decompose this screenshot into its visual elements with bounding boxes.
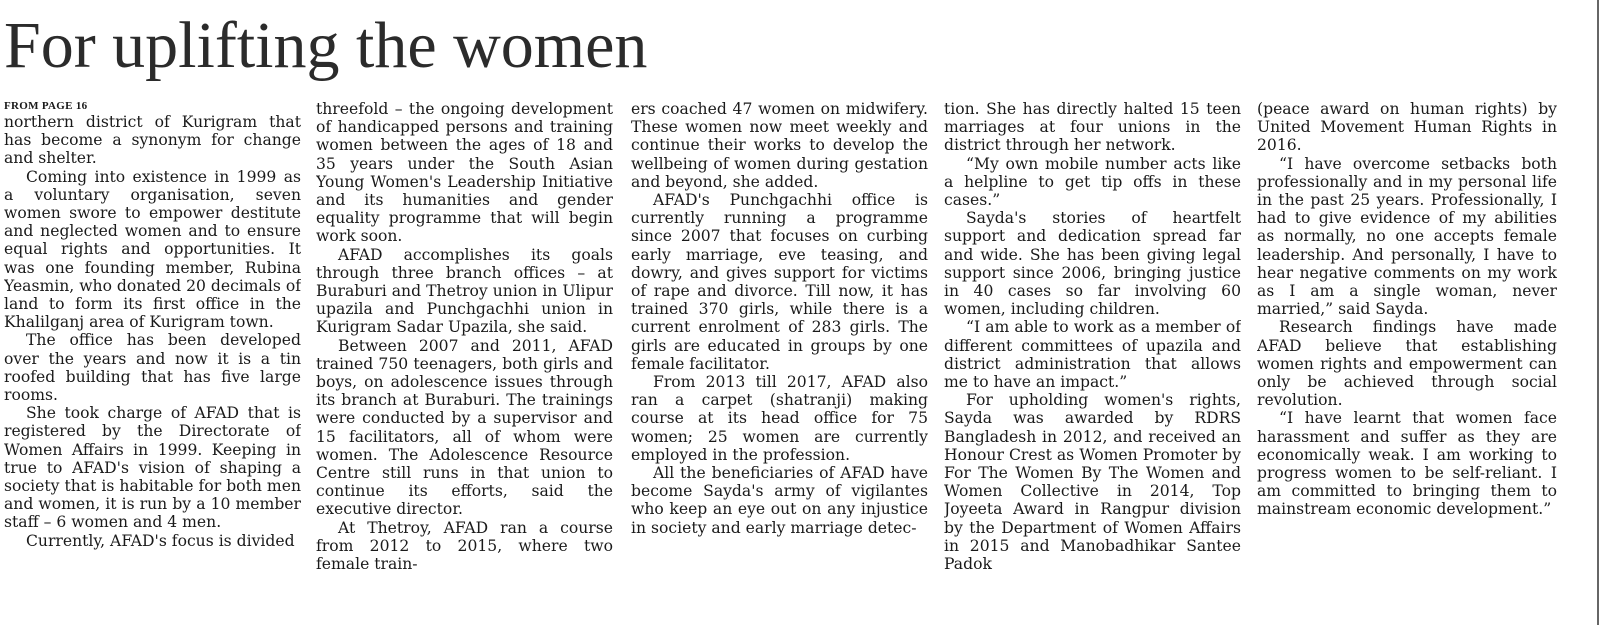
column-3 <box>631 100 928 620</box>
paragraph: Sayda's stories of heartfelt support and dedication spread far and wide. She has been giving legal support since 2006, bringing justice in 40 cases so far involving 60 women, including children. <box>944 209 1241 319</box>
column-4 <box>944 100 1241 620</box>
quote-paragraph: “I have learnt that women face harassment and suffer as they are economically weak. I am working to progress women to be self-reliant. I am committed to bringing them to mainstream economic development.” <box>1257 409 1557 519</box>
paragraph: AFAD accomplishes its goals through three branch offices – at Buraburi and Thetroy union in Ulipur upazila and Punchgachhi union in Kurigram Sadar Upazila, she said. <box>316 245 613 337</box>
quote-paragraph: “I have overcome setbacks both professionally and in my personal life in the past 25 years. Professionally, I had to give evidence of my abilities as normally, no one accepts female leadership. And personally, I have to hear negative comments on my work as I am a single woman, never married,” said Sayda. <box>1257 154 1557 319</box>
paragraph: tion. She has directly halted 15 teen marriages at four unions in the district through her network. <box>944 100 1241 155</box>
quote-paragraph: “My own mobile number acts like a helpline to get tip offs in these cases.” <box>944 154 1241 210</box>
column-5 <box>1257 100 1557 620</box>
headline: For uplifting the women <box>4 9 648 82</box>
paragraph: northern district of Kurigram that has become a synonym for change and shelter. <box>4 113 301 168</box>
paragraph: She took charge of AFAD that is registered by the Directorate of Women Affairs in 1999. Keeping in true to AFAD's vision of shaping a society that is habitable for both men and women, it is run by a 10 member staff – 6 women and 4 men. <box>4 404 301 532</box>
paragraph: For upholding women's rights, Sayda was awarded by RDRS Bangladesh in 2012, and received an Honour Crest as Women Promoter by For The Women By The Women and Women Collective in 2014, Top Joyeeta Award in Rangpur division by the Department of Women Affairs in 2015 and Manobadhikar Santee Padok <box>944 391 1241 574</box>
quote-paragraph: “I am able to work as a member of different committees of upazila and district administration that allows me to have an impact.” <box>944 318 1241 392</box>
paragraph: ers coached 47 women on midwifery. These women now meet weekly and continue their works to develop the wellbeing of women during gestation and beyond, she added. <box>631 100 928 191</box>
paragraph: Between 2007 and 2011, AFAD trained 750 teenagers, both girls and boys, on adolescence issues through its branch at Buraburi. The trainings were conducted by a supervisor and 15 facilitators, all of whom were women. The Adolescence Resource Centre still runs in that union to continue its efforts, said the executive director. <box>316 336 613 519</box>
paragraph: From 2013 till 2017, AFAD also ran a carpet (shatranji) making course at its head office for 75 women; 25 women are currently employed in the profession. <box>631 373 928 464</box>
paragraph: Currently, AFAD's focus is divided <box>26 531 295 550</box>
paragraph: The office has been developed over the years and now it is a tin roofed building that has five large rooms. <box>4 331 301 405</box>
paragraph: Research findings have made AFAD believe that establishing women rights and empowerment can only be achieved through social revolution. <box>1257 318 1557 410</box>
paragraph: At Thetroy, AFAD ran a course from 2012 to 2015, where two female train- <box>316 518 613 574</box>
column-1 <box>4 100 301 620</box>
paragraph: All the beneficiaries of AFAD have become Sayda's army of vigilantes who keep an eye out on any injustice in society and early marriage detec- <box>631 464 928 537</box>
paragraph: Coming into existence in 1999 as a voluntary organisation, seven women swore to empower destitute and neglected women and to ensure equal rights and opportunities. It was one founding member, Rubina Yeasmin, who donated 20 decimals of land to form its first office in the Khalilganj area of Kurigram town. <box>4 167 301 332</box>
column-2 <box>316 100 613 620</box>
byline: FROM PAGE 16 <box>4 100 88 112</box>
paragraph: AFAD's Punchgachhi office is currently running a programme since 2007 that focuses on curbing early marriage, eve teasing, and dowry, and gives support for victims of rape and divorce. Till now, it has trained 370 girls, while there is a current enrolment of 283 girls. The girls are educated in groups by one female facilitator. <box>631 191 928 373</box>
article-body <box>4 100 1576 620</box>
paragraph: threefold – the ongoing development of handicapped persons and training women between the ages of 18 and 35 years under the South Asian Young Women's Leadership Initiative and its humanities and gender equality programme that will begin work soon. <box>316 100 613 246</box>
paragraph: (peace award on human rights) by United Movement Human Rights in 2016. <box>1257 100 1557 155</box>
